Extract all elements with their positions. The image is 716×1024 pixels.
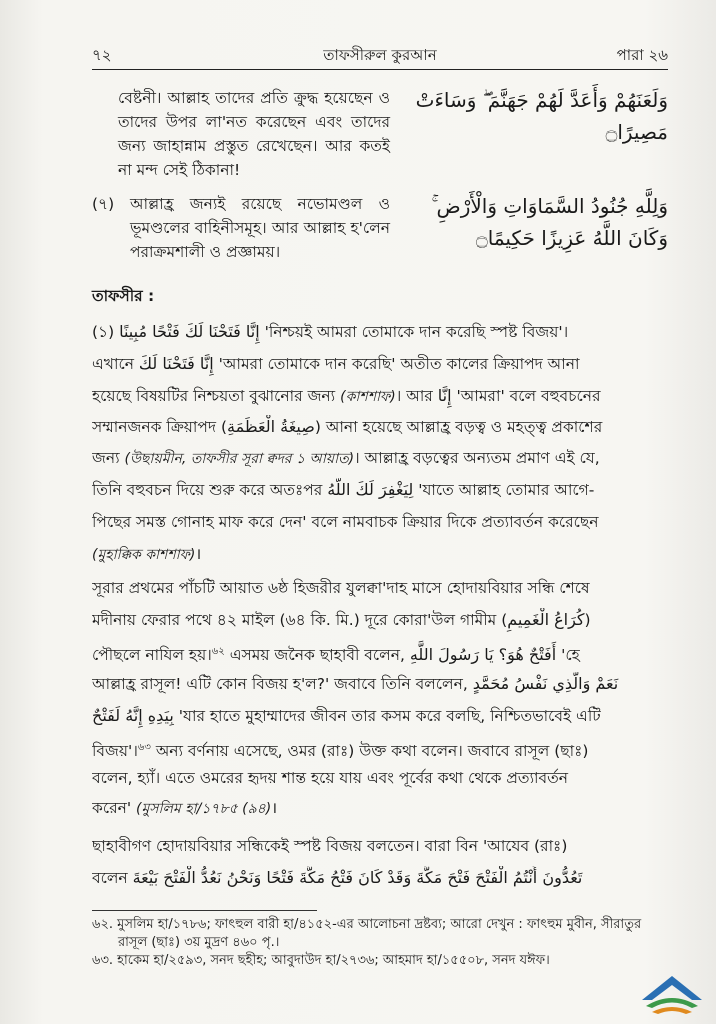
arabic-quote: لِيَغْفِرَ لَكَ اللَّهُ [327,480,414,499]
text-run: বিজয়'। [92,742,138,761]
text-run: । [271,799,278,817]
text-run: সূরার প্রথমের পাঁচটি আয়াত ৬ষ্ঠ হিজরীর যুলক্বা'দাহ মাসে হোদায়বিয়ার সন্ধি শেষে [92,579,590,597]
tafsir-line [92,320,668,344]
arabic-quote: نَعَمْ وَالَّذِي نَفْسُ مُحَمَّدٍ [472,674,619,693]
publisher-logo-icon [636,970,708,1018]
text-run: 'যাতে আল্লাহ তোমার আগে- [413,481,595,499]
text-run: মদীনায় ফেরার পথে ৪২ মাইল (৬৪ কি. মি.) দূরে কোরা'উল গামীম ( [92,611,508,629]
footnote-62-cont: রাসূল (ছাঃ) ৩য় মুদ্রণ ৪৬০ পৃ.। [118,935,280,950]
tafsir-line [92,834,668,858]
text-run: 'হে [556,646,580,665]
tafsir-line [92,576,668,600]
footnote-ref[interactable]: ৬৩ [137,742,151,753]
footnote-ref[interactable]: ৬২ [211,646,225,657]
tafsir-line [92,542,668,567]
tafsir-line [92,672,668,696]
tafsir-heading: তাফসীর : [92,287,155,305]
arabic-quote: صِيغَةُ الْعَظَمَةِ [227,417,315,436]
tafsir-line [92,415,668,439]
text-run: । [195,545,202,563]
text-run: বলেন [92,869,133,887]
citation: (উছায়মীন, তাফসীর সূরা ক্বদর ১ আয়াত) [124,451,355,467]
tafsir-line [92,736,668,763]
text-run: । আর [395,387,438,405]
citation: (মুসলিম হা/১৭৮৫ (৯৪) [136,801,272,817]
text-run: এখানে [92,355,139,373]
arabic-quote: إِنَّا فَتَحْنَا لَكَ فَتْحًا مُبِينًا [119,322,260,341]
text-run: ) আনা হয়েছে আল্লাহ্র বড়ত্ব ও মহত্ত্ব প্রকাশের [314,418,603,436]
footnotes [92,916,672,970]
citation: (কাশশাফ) [340,389,396,405]
text-run: অন্য বর্ণনায় এসেছে, ওমর (রাঃ) উক্ত কথা বলেন। জবাবে রাসূল (ছাঃ) [150,742,589,761]
text-run: 'আমরা তোমাকে দান করেছি' অতীত কালের ক্রিয়াপদ আনা [213,355,580,373]
tafsir-line [92,510,668,534]
verse-6-arabic: وَلَعَنَهُمْ وَأَعَدَّ لَهُمْ جَهَنَّمَ ۖ وَسَاءَتْ مَصِيرًا۝ [415,88,668,144]
citation: (মুহাক্কিক কাশশাফ) [92,547,196,563]
text-run: পৌছলে নাযিল হয়। [92,646,212,665]
tafsir-line [92,478,668,502]
arabic-quote: إِنَّا [437,386,452,405]
header-divider [92,69,668,70]
text-run: (১) [92,323,120,341]
text-run: 'নিশ্চয়ই আমরা তোমাকে দান করেছি স্পষ্ট বিজয়'। [259,323,569,341]
text-run: তিনি বহুবচন দিয়ে শুরু করে অতঃপর [92,481,328,499]
text-run: । আল্লাহ্র বড়ত্বের অন্যতম প্রমাণ এই যে, [354,449,600,467]
text-run: হয়েছে বিষয়টির নিশ্চয়তা বুঝানোর জন্য [92,387,341,405]
tafsir-line [92,766,668,790]
arabic-quote: كُرَاعُ الْغَمِيمِ [507,610,585,629]
text-run: করেন' [92,799,137,817]
arabic-quote: أَفَتْحٌ هُوَ؟ يَا رَسُولَ اللَّهِ [409,645,557,665]
tafsir-line [92,352,668,376]
footnote-divider [92,910,317,911]
verse-7-number: (৭) [92,195,115,213]
text-run: আল্লাহ্র রাসূল! এটি কোন বিজয় হ'ল?' জবাবে তিনি বললেন, [92,675,473,693]
page-number: ৭২ [92,46,112,64]
text-run: 'যার হাতে মুহাম্মাদের জীবন তার কসম করে বলছি, নিশ্চিতভাবেই এটি [173,707,601,725]
text-run: বলেন, হ্যাঁ। এতে ওমরের হৃদয় শান্ত হয়ে যায় এবং পূর্বের কথা থেকে প্রত্যাবর্তন [92,769,569,787]
tafsir-line [92,866,668,890]
tafsir-line [92,704,668,728]
text-run: ) [584,611,591,629]
para-label: পারা ২৬ [616,46,668,64]
verse-7-translation: আল্লাহ্র জন্যই রয়েছে নভোমণ্ডল ও ভূমণ্ডলের বাহিনীসমূহ। আর আল্লাহ হ'লেন পরাক্রমশালী ও প্রজ্ঞাময়। [130,195,390,261]
arabic-quote: إِنَّا فَتَحْنَا لَكَ [138,354,214,373]
arabic-quote: بِيَدِهِ إِنَّهُ لَفَتْحٌ [92,706,174,725]
text-run: এসময় জনৈক ছাহাবী বলেন, [224,646,410,665]
verse-6-translation: বেষ্টনী। আল্লাহ তাদের প্রতি ক্রুদ্ধ হয়েছেন ও তাদের উপর লা'নত করেছেন এবং তাদের জন্য জাহান্নাম প্রস্তুত রেখেছেন। আর কতই না মন্দ সেই ঠিকানা! [118,89,390,179]
text-run: পিছের সমস্ত গোনাহ মাফ করে দেন' বলে নামবাচক ক্রিয়ার দিকে প্রত্যাবর্তন করেছেন [92,513,599,531]
text-run: 'আমরা' বলে বহুবচনের [451,387,601,405]
text-run: জন্য [92,449,125,467]
text-run: ছাহাবীগণ হোদায়বিয়ার সন্ধিকেই স্পষ্ট বিজয় বলতেন। বারা বিন 'আযেব (রাঃ) [92,837,568,855]
tafsir-line [92,796,668,821]
footnote-63: ৬৩. হাকেম হা/২৫৯৩, সনদ ছহীহ; আবুদাউদ হা/২৭৩৬; আহমাদ হা/১৫৫০৮, সনদ যঈফ। [92,953,550,968]
footnote-62: ৬২. মুসলিম হা/১৭৮৬; ফাৎহুল বারী হা/৪১৫২-এর আলোচনা দ্রষ্টব্য; আরো দেখুন : ফাৎহুম মুবীন, সীরাতুর [92,917,642,932]
tafsir-line [92,384,668,409]
tafsir-line [92,446,668,471]
verse-7-arabic: وَلِلَّهِ جُنُودُ السَّمَاوَاتِ وَالْأَرْضِ ۚ وَكَانَ اللَّهُ عَزِيزًا حَكِيمًا۝ [431,194,668,250]
tafsir-line [92,608,668,632]
arabic-quote: تَعُدُّونَ أَنْتُمُ الْفَتْحَ فَتْحَ مَكَّةَ وَقَدْ كَانَ فَتْحُ مَكَّةَ فَتْحًا وَنَحْنُ نَعُدُّ الْفَتْحَ بَيْعَةَ [132,868,583,887]
book-title: তাফসীরুল কুরআন [323,46,437,64]
tafsir-line [92,640,668,667]
page-header [92,44,668,68]
text-run: সম্মানজনক ক্রিয়াপদ ( [92,418,228,436]
